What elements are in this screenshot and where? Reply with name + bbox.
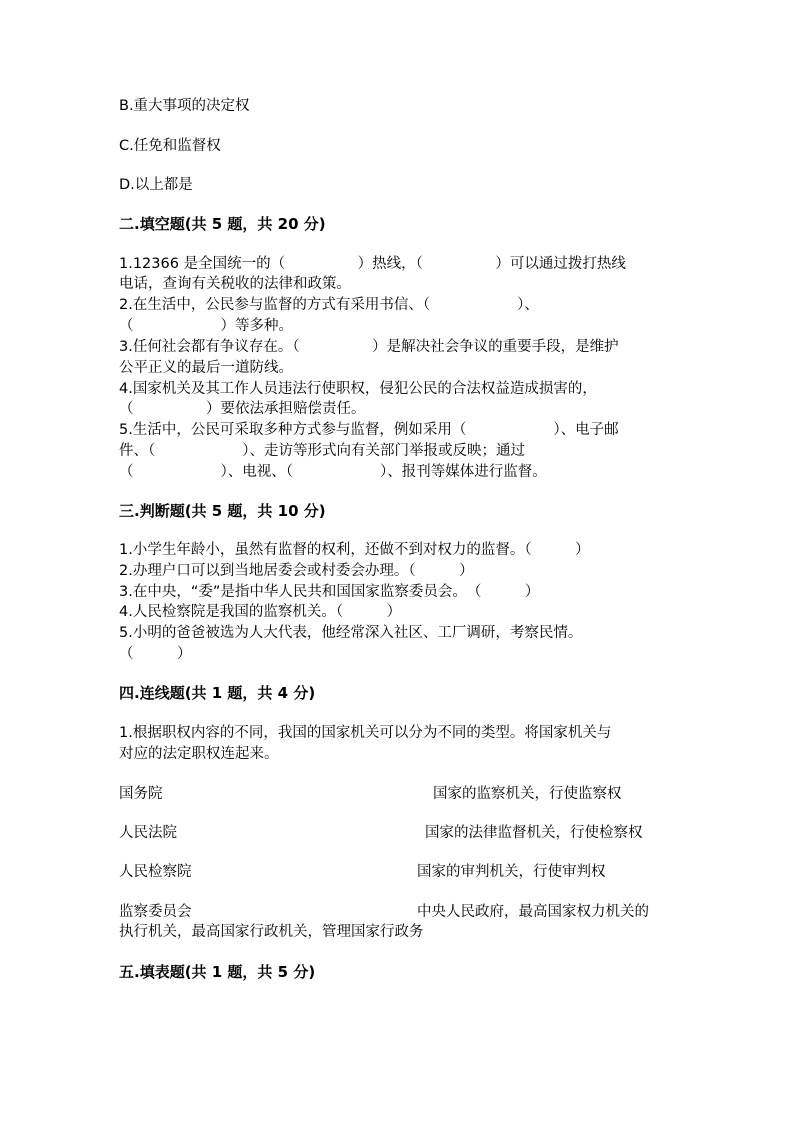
fill-blank-line: 1.12366 是全国统一的（ ）热线，（ ）可以通过拨打热线 bbox=[119, 256, 626, 272]
matching-right-item: 国家的审判机关，行使审判权 bbox=[417, 864, 606, 880]
matching-left-item: 人民检察院 bbox=[119, 864, 192, 880]
fill-blank-line: 5.生活中，公民可采取多种方式参与监督，例如采用（ ）、电子邮 bbox=[119, 422, 619, 438]
fill-blank-line: 公平正义的最后一道防线。 bbox=[119, 360, 293, 376]
true-false-line: 4.人民检察院是我国的监察机关。（ ） bbox=[119, 604, 402, 620]
true-false-line: 5.小明的爸爸被选为人大代表，他经常深入社区、工厂调研，考察民情。 bbox=[119, 625, 583, 641]
option-b: B.重大事项的决定权 bbox=[119, 98, 250, 114]
matching-left-item: 人民法院 bbox=[119, 825, 177, 841]
matching-left-item: 监察委员会 bbox=[119, 904, 192, 920]
fill-blank-line: 电话，查询有关税收的法律和政策。 bbox=[119, 276, 351, 292]
fill-blank-line: （ ）要依法承担赔偿责任。 bbox=[119, 401, 366, 417]
true-false-line: 3.在中央，“委”是指中华人民共和国国家监察委员会。 （ ） bbox=[119, 584, 540, 600]
option-d: D.以上都是 bbox=[119, 177, 193, 193]
fill-blank-line: （ ）、电视、（ ）、报刊等媒体进行监督。 bbox=[119, 464, 547, 480]
matching-question: 1.根据职权内容的不同，我国的国家机关可以分为不同的类型。将国家机关与 bbox=[119, 725, 612, 741]
matching-right-item: 国家的监察机关，行使监察权 bbox=[433, 786, 622, 802]
section-title-fill-blank: 二.填空题(共 5 题，共 20 分) bbox=[119, 215, 326, 233]
fill-blank-line: 3.任何社会都有争议存在。（ ）是解决社会争议的重要手段，是维护 bbox=[119, 339, 619, 355]
section-title-fill-table: 五.填表题(共 1 题，共 5 分) bbox=[119, 963, 316, 981]
true-false-line: （ ） bbox=[119, 646, 192, 662]
fill-blank-line: （ ）等多种。 bbox=[119, 318, 293, 334]
option-c: C.任免和监督权 bbox=[119, 138, 221, 154]
fill-blank-line: 4.国家机关及其工作人员违法行使职权，侵犯公民的合法权益造成损害的， bbox=[119, 381, 597, 397]
section-title-matching: 四.连线题(共 1 题，共 4 分) bbox=[119, 684, 316, 702]
fill-blank-line: 件、（ ）、走访等形式向有关部门举报或反映；通过 bbox=[119, 443, 525, 459]
section-title-true-false: 三.判断题(共 5 题，共 10 分) bbox=[119, 502, 326, 520]
fill-blank-line: 2.在生活中，公民参与监督的方式有采用书信、（ ）、 bbox=[119, 297, 539, 313]
matching-right-item: 中央人民政府，最高国家权力机关的 bbox=[417, 904, 649, 920]
true-false-line: 2.办理户口可以到当地居委会或村委会办理。（ ） bbox=[119, 563, 474, 579]
matching-right-continuation: 执行机关，最高国家行政机关，管理国家行政务 bbox=[119, 924, 424, 940]
matching-question: 对应的法定职权连起来。 bbox=[119, 746, 279, 762]
matching-left-item: 国务院 bbox=[119, 786, 163, 802]
matching-right-item: 国家的法律监督机关，行使检察权 bbox=[425, 825, 643, 841]
true-false-line: 1.小学生年龄小，虽然有监督的权利，还做不到对权力的监督。（ ） bbox=[119, 542, 590, 558]
